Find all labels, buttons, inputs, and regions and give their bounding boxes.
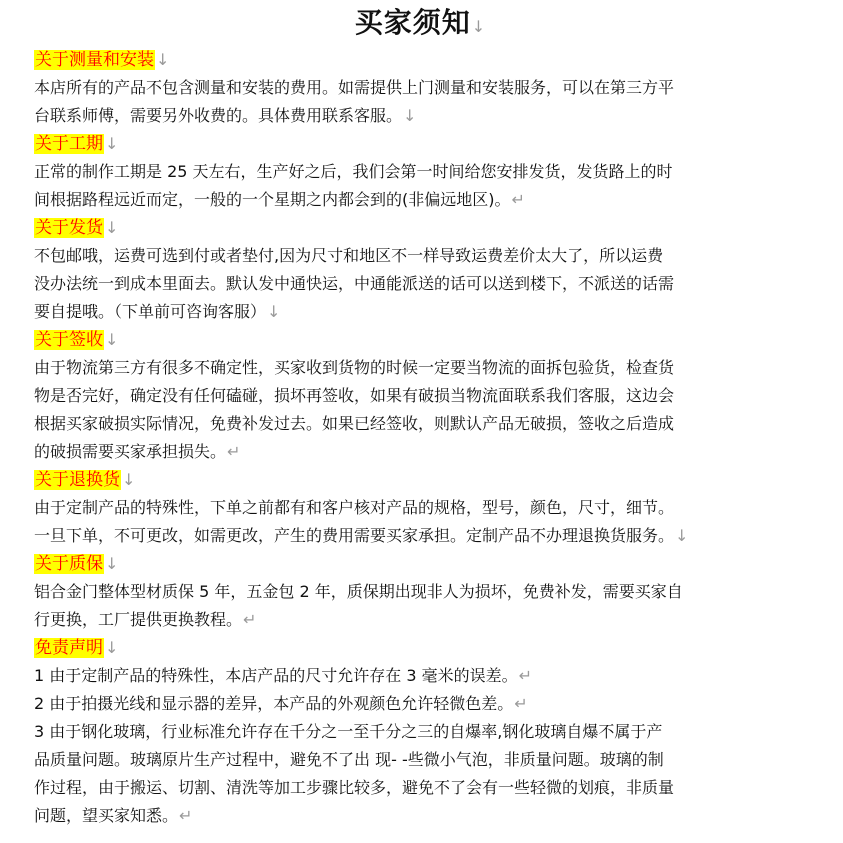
- section-body: [34, 354, 807, 466]
- body-line-text: 由于物流第三方有很多不确定性，买家收到货物的时候一定要当物流的面拆包验货，检查货: [34, 358, 675, 377]
- body-line-text: 根据买家破损实际情况，免费补发过去。如果已经签收，则默认产品无破损，签收之后造成: [34, 414, 675, 433]
- section-body: [34, 74, 807, 130]
- body-line-text: 1 由于定制产品的特殊性，本店产品的尺寸允许存在 3 毫米的误差。: [34, 666, 518, 685]
- body-line: [34, 606, 807, 634]
- body-line-text: 正常的制作工期是 25 天左右，生产好之后，我们会第一时间给您安排发货，发货路上的时: [34, 162, 673, 181]
- body-line-text: 没办法统一到成本里面去。默认发中通快运，中通能派送的话可以送到楼下，不派送的话需: [34, 274, 675, 293]
- body-line: [34, 802, 807, 830]
- body-line: [34, 158, 807, 186]
- section-heading-text: 关于测量和安装: [35, 50, 154, 70]
- body-line: [34, 690, 807, 718]
- section-heading: [34, 46, 807, 74]
- section-body: [34, 578, 807, 634]
- section-heading-text: 免责声明: [35, 638, 103, 658]
- section-heading: [34, 550, 807, 578]
- body-line-text: 一旦下单，不可更改，如需更改，产生的费用需要买家承担。定制产品不办理退换货服务。: [34, 526, 675, 545]
- section-body: [34, 242, 807, 326]
- paragraph-mark-icon: ↓: [122, 470, 136, 489]
- section-body: [34, 494, 807, 550]
- section-heading: [34, 214, 807, 242]
- body-line-text: 的破损需要买家承担损失。: [34, 442, 227, 461]
- body-line: [34, 410, 807, 438]
- body-line-text: 作过程，由于搬运、切割、清洗等加工步骤比较多，避免不了会有一些轻微的划痕，非质量: [34, 778, 675, 797]
- section-heading: [34, 634, 807, 662]
- body-line-text: 2 由于拍摄光线和显示器的差异，本产品的外观颜色允许轻微色差。: [34, 694, 514, 713]
- body-line: [34, 186, 807, 214]
- paragraph-mark-icon: ↓: [471, 17, 487, 36]
- body-line-text: 台联系师傅，需要另外收费的。具体费用联系客服。: [34, 106, 403, 125]
- line-end-mark-icon: ↓: [675, 526, 689, 545]
- body-line: [34, 102, 807, 130]
- section-heading-text: 关于发货: [35, 218, 103, 238]
- line-end-mark-icon: ↵: [518, 666, 533, 685]
- body-line: [34, 298, 807, 326]
- body-line: [34, 270, 807, 298]
- body-line: [34, 718, 807, 746]
- body-line: [34, 578, 807, 606]
- body-line: [34, 242, 807, 270]
- body-line: [34, 494, 807, 522]
- body-line: [34, 522, 807, 550]
- body-line-text: 不包邮哦，运费可选到付或者垫付,因为尺寸和地区不一样导致运费差价太大了，所以运费: [34, 246, 664, 265]
- body-line: [34, 438, 807, 466]
- body-line: [34, 354, 807, 382]
- paragraph-mark-icon: ↓: [105, 134, 119, 153]
- section-body: [34, 158, 807, 214]
- paragraph-mark-icon: ↓: [105, 218, 119, 237]
- body-line: [34, 746, 807, 774]
- line-end-mark-icon: ↓: [403, 106, 417, 125]
- paragraph-mark-icon: ↓: [156, 50, 170, 69]
- line-end-mark-icon: ↵: [514, 694, 528, 713]
- body-line-text: 3 由于钢化玻璃，行业标准允许存在千分之一至千分之三的自爆率,钢化玻璃自爆不属于产: [34, 722, 663, 741]
- body-line-text: 行更换，工厂提供更换教程。: [34, 610, 243, 629]
- section-heading: [34, 326, 807, 354]
- page-title: [34, 0, 807, 46]
- body-line: [34, 774, 807, 802]
- body-line-text: 物是否完好，确定没有任何磕碰，损坏再签收，如果有破损当物流面联系我们客服，这边会: [34, 386, 675, 405]
- line-end-mark-icon: ↵: [511, 190, 525, 209]
- sections-container: [34, 46, 807, 830]
- body-line-text: 由于定制产品的特殊性，下单之前都有和客户核对产品的规格，型号，颜色，尺寸，细节。: [34, 498, 675, 517]
- section-heading-text: 关于工期: [35, 134, 103, 154]
- line-end-mark-icon: ↵: [243, 610, 257, 629]
- line-end-mark-icon: ↓: [267, 302, 281, 321]
- line-end-mark-icon: ↵: [227, 442, 241, 461]
- section-heading: [34, 466, 807, 494]
- body-line-text: 铝合金门整体型材质保 5 年，五金包 2 年，质保期出现非人为损坏，免费补发，需要买家自: [34, 582, 683, 601]
- line-end-mark-icon: ↵: [179, 806, 193, 825]
- body-line: [34, 382, 807, 410]
- paragraph-mark-icon: ↓: [105, 330, 119, 349]
- paragraph-mark-icon: ↓: [105, 638, 119, 657]
- section-heading-text: 关于退换货: [35, 470, 120, 490]
- body-line-text: 要自提哦。（下单前可咨询客服）: [34, 302, 267, 321]
- title-text: 买家须知: [354, 6, 471, 39]
- paragraph-mark-icon: ↓: [105, 554, 119, 573]
- body-line-text: 品质量问题。玻璃原片生产过程中，避免不了出 现- -些微小气泡，非质量问题。玻璃的制: [34, 750, 664, 769]
- section-heading-text: 关于质保: [35, 554, 103, 574]
- body-line: [34, 74, 807, 102]
- body-line-text: 问题，望买家知悉。: [34, 806, 179, 825]
- body-line: [34, 662, 807, 690]
- section-heading-text: 关于签收: [35, 330, 103, 350]
- section-heading: [34, 130, 807, 158]
- body-line-text: 本店所有的产品不包含测量和安装的费用。如需提供上门测量和安装服务，可以在第三方平: [34, 78, 675, 97]
- body-line-text: 间根据路程远近而定，一般的一个星期之内都会到的(非偏远地区)。: [34, 190, 511, 209]
- section-body: [34, 662, 807, 830]
